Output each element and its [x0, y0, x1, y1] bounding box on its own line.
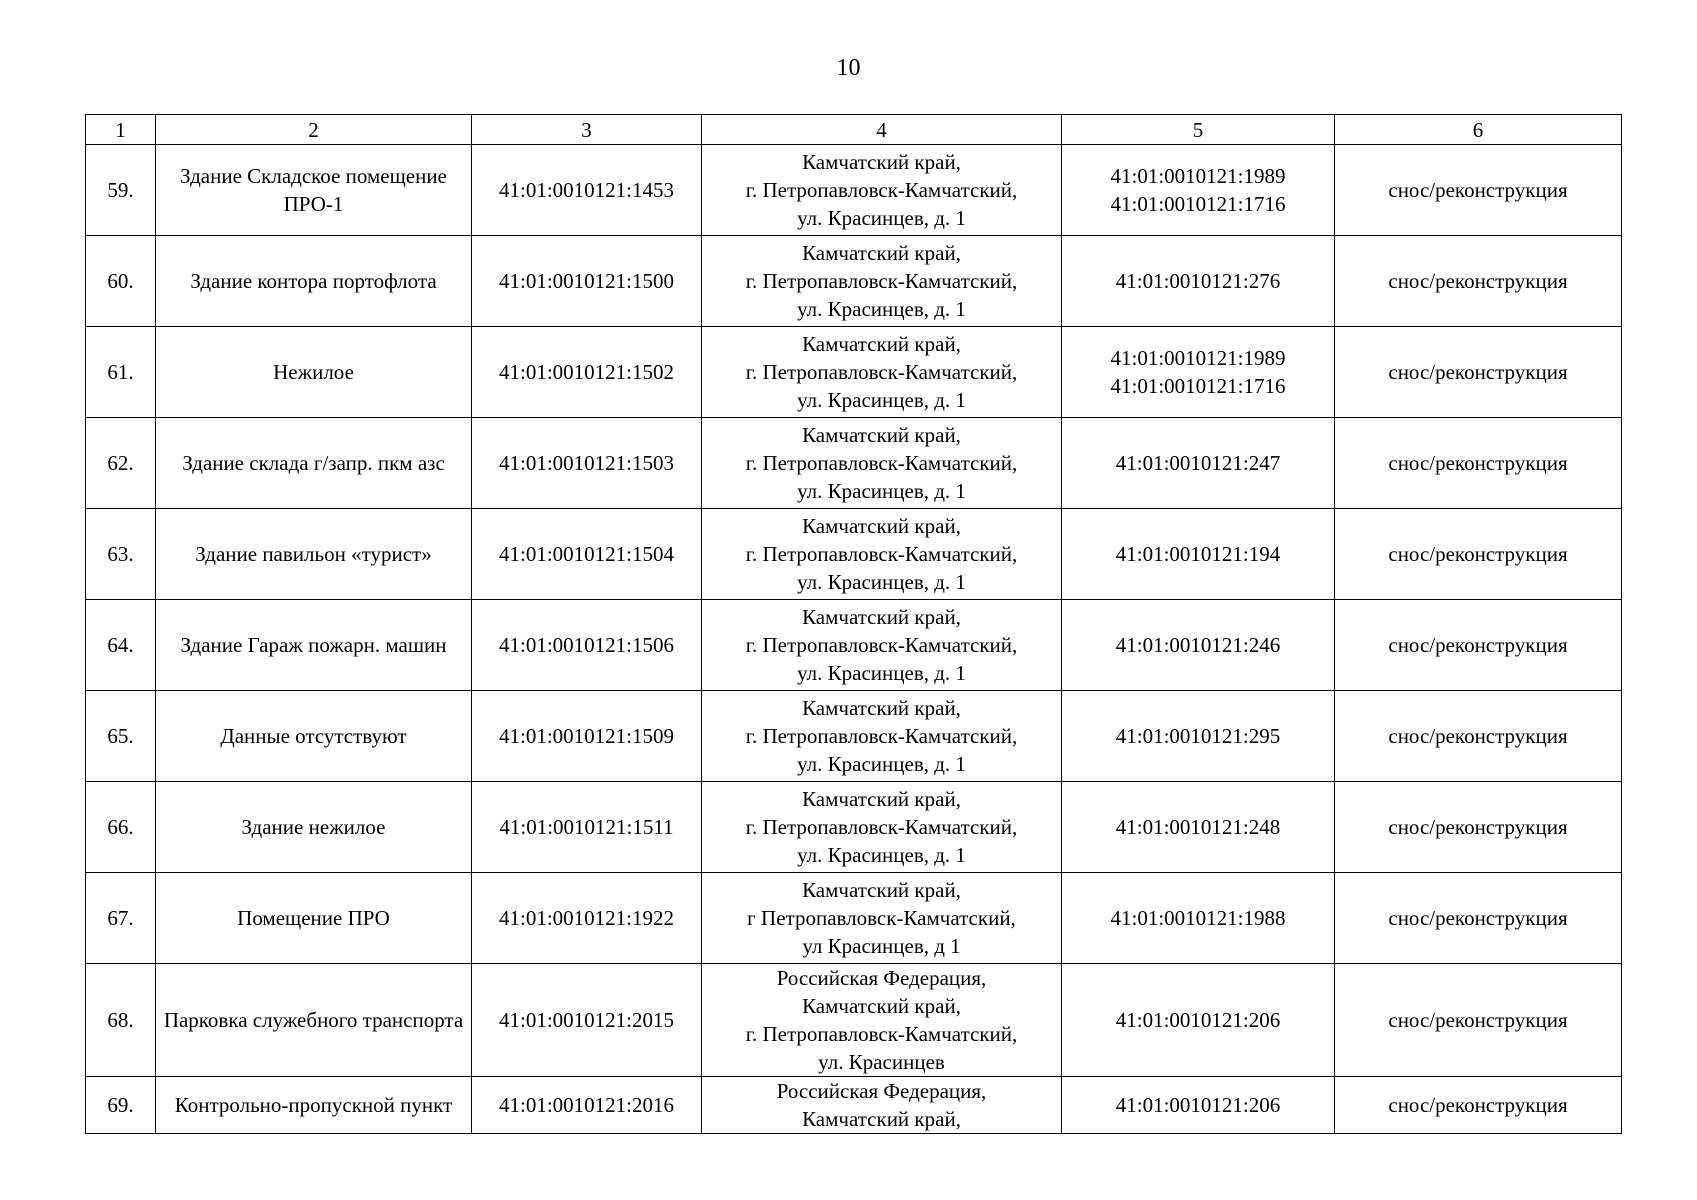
row-number-cell: 62. [86, 418, 156, 509]
cadastral-number-cell: 41:01:0010121:1922 [472, 873, 702, 964]
address-line: Российская Федерация, [776, 966, 987, 990]
objects-table [85, 114, 1622, 1134]
table-row [86, 145, 1622, 236]
address-line: Камчатский край, [802, 332, 961, 356]
cadastral-number-cell: 41:01:0010121:1453 [472, 145, 702, 236]
table-row [86, 418, 1622, 509]
table-row [86, 782, 1622, 873]
address-line: г. Петропавловск-Камчатский, [745, 542, 1018, 566]
header-row [86, 115, 1622, 145]
action-cell: снос/реконструкция [1335, 236, 1622, 327]
address-cell [702, 327, 1062, 418]
address-cell [702, 145, 1062, 236]
address-line: ул. Красинцев, д. 1 [797, 843, 966, 867]
land-plot-cell [1062, 145, 1335, 236]
action-cell: снос/реконструкция [1335, 327, 1622, 418]
table-row [86, 509, 1622, 600]
action-cell: снос/реконструкция [1335, 600, 1622, 691]
table-row [86, 873, 1622, 964]
address-line: Камчатский край, [802, 514, 961, 538]
object-name-cell: Парковка служебного транспорта [156, 964, 472, 1077]
address-cell [702, 873, 1062, 964]
address-line: Камчатский край, [802, 150, 961, 174]
land-plot-number: 41:01:0010121:1989 [1110, 346, 1286, 370]
object-name-cell: Здание Складское помещение ПРО-1 [156, 145, 472, 236]
address-line: ул. Красинцев, д. 1 [797, 570, 966, 594]
action-cell: снос/реконструкция [1335, 1077, 1622, 1134]
cadastral-number-cell: 41:01:0010121:1509 [472, 691, 702, 782]
address-cell [702, 418, 1062, 509]
address-cell [702, 1077, 1062, 1134]
action-cell: снос/реконструкция [1335, 418, 1622, 509]
table-header [86, 115, 1622, 145]
action-cell: снос/реконструкция [1335, 873, 1622, 964]
row-number-cell: 67. [86, 873, 156, 964]
address-line: г. Петропавловск-Камчатский, [745, 815, 1018, 839]
cadastral-number-cell: 41:01:0010121:2016 [472, 1077, 702, 1134]
cadastral-number-cell: 41:01:0010121:1503 [472, 418, 702, 509]
address-line: ул. Красинцев, д. 1 [797, 297, 966, 321]
object-name-cell: Данные отсутствуют [156, 691, 472, 782]
table-row [86, 964, 1622, 1077]
object-name-cell: Здание павильон «турист» [156, 509, 472, 600]
address-line: г. Петропавловск-Камчатский, [745, 633, 1018, 657]
cadastral-number-cell: 41:01:0010121:1500 [472, 236, 702, 327]
page-number: 10 [836, 55, 861, 81]
address-line: Российская Федерация, [776, 1079, 987, 1103]
action-cell: снос/реконструкция [1335, 145, 1622, 236]
address-line: Камчатский край, [802, 787, 961, 811]
land-plot-cell [1062, 327, 1335, 418]
row-number-cell: 61. [86, 327, 156, 418]
row-number-cell: 59. [86, 145, 156, 236]
land-plot-cell [1062, 691, 1335, 782]
row-number-cell: 66. [86, 782, 156, 873]
object-name-cell: Здание Гараж пожарн. машин [156, 600, 472, 691]
land-plot-number: 41:01:0010121:246 [1115, 633, 1281, 657]
land-plot-number: 41:01:0010121:247 [1115, 451, 1281, 475]
row-number-cell: 60. [86, 236, 156, 327]
land-plot-cell [1062, 600, 1335, 691]
land-plot-number: 41:01:0010121:194 [1115, 542, 1281, 566]
land-plot-cell [1062, 782, 1335, 873]
land-plot-cell [1062, 873, 1335, 964]
address-cell [702, 691, 1062, 782]
land-plot-number: 41:01:0010121:1716 [1110, 374, 1286, 398]
action-cell: снос/реконструкция [1335, 509, 1622, 600]
land-plot-number: 41:01:0010121:1716 [1110, 192, 1286, 216]
address-line: г. Петропавловск-Камчатский, [745, 451, 1018, 475]
land-plot-cell [1062, 418, 1335, 509]
address-line: ул. Красинцев, д. 1 [797, 479, 966, 503]
table-body [86, 145, 1622, 1134]
address-cell [702, 964, 1062, 1077]
address-line: ул. Красинцев, д. 1 [797, 661, 966, 685]
address-cell [702, 782, 1062, 873]
column-header-2: 2 [156, 115, 472, 145]
object-name-cell: Здание нежилое [156, 782, 472, 873]
object-name-cell: Нежилое [156, 327, 472, 418]
address-line: Камчатский край, [802, 1107, 961, 1131]
object-name-cell: Контрольно-пропускной пункт [156, 1077, 472, 1134]
cadastral-number-cell: 41:01:0010121:2015 [472, 964, 702, 1077]
row-number-cell: 64. [86, 600, 156, 691]
table-row [86, 691, 1622, 782]
action-cell: снос/реконструкция [1335, 964, 1622, 1077]
row-number-cell: 65. [86, 691, 156, 782]
land-plot-cell [1062, 509, 1335, 600]
land-plot-number: 41:01:0010121:1988 [1110, 906, 1286, 930]
land-plot-cell [1062, 236, 1335, 327]
table-row [86, 327, 1622, 418]
land-plot-number: 41:01:0010121:276 [1115, 269, 1281, 293]
land-plot-number: 41:01:0010121:1989 [1110, 164, 1286, 188]
address-line: Камчатский край, [802, 878, 961, 902]
cadastral-number-cell: 41:01:0010121:1506 [472, 600, 702, 691]
address-line: Камчатский край, [802, 696, 961, 720]
cadastral-number-cell: 41:01:0010121:1504 [472, 509, 702, 600]
address-line: ул. Красинцев, д. 1 [797, 206, 966, 230]
address-cell [702, 509, 1062, 600]
row-number-cell: 68. [86, 964, 156, 1077]
address-line: ул. Красинцев [818, 1050, 945, 1074]
table-row [86, 600, 1622, 691]
address-line: ул. Красинцев, д. 1 [797, 388, 966, 412]
address-line: г. Петропавловск-Камчатский, [745, 1022, 1018, 1046]
table-row [86, 1077, 1622, 1134]
address-line: Камчатский край, [802, 994, 961, 1018]
column-header-6: 6 [1335, 115, 1622, 145]
action-cell: снос/реконструкция [1335, 782, 1622, 873]
table-row [86, 236, 1622, 327]
row-number-cell: 63. [86, 509, 156, 600]
column-header-1: 1 [86, 115, 156, 145]
column-header-3: 3 [472, 115, 702, 145]
address-line: ул. Красинцев, д. 1 [797, 752, 966, 776]
object-name-cell: Здание склада г/запр. пкм азс [156, 418, 472, 509]
land-plot-number: 41:01:0010121:206 [1115, 1093, 1281, 1117]
address-line: г. Петропавловск-Камчатский, [745, 724, 1018, 748]
address-line: Камчатский край, [802, 605, 961, 629]
land-plot-number: 41:01:0010121:248 [1115, 815, 1281, 839]
address-line: г. Петропавловск-Камчатский, [745, 178, 1018, 202]
object-name-cell: Здание контора портофлота [156, 236, 472, 327]
address-cell [702, 236, 1062, 327]
address-line: Камчатский край, [802, 423, 961, 447]
cadastral-number-cell: 41:01:0010121:1502 [472, 327, 702, 418]
land-plot-cell [1062, 964, 1335, 1077]
address-line: г. Петропавловск-Камчатский, [745, 269, 1018, 293]
cadastral-number-cell: 41:01:0010121:1511 [472, 782, 702, 873]
address-line: Камчатский край, [802, 241, 961, 265]
column-header-5: 5 [1062, 115, 1335, 145]
action-cell: снос/реконструкция [1335, 691, 1622, 782]
land-plot-cell [1062, 1077, 1335, 1134]
address-line: ул Красинцев, д 1 [802, 934, 961, 958]
land-plot-number: 41:01:0010121:206 [1115, 1008, 1281, 1032]
address-cell [702, 600, 1062, 691]
object-name-cell: Помещение ПРО [156, 873, 472, 964]
address-line: г. Петропавловск-Камчатский, [745, 360, 1018, 384]
column-header-4: 4 [702, 115, 1062, 145]
row-number-cell: 69. [86, 1077, 156, 1134]
land-plot-number: 41:01:0010121:295 [1115, 724, 1281, 748]
address-line: г Петропавловск-Камчатский, [747, 906, 1016, 930]
